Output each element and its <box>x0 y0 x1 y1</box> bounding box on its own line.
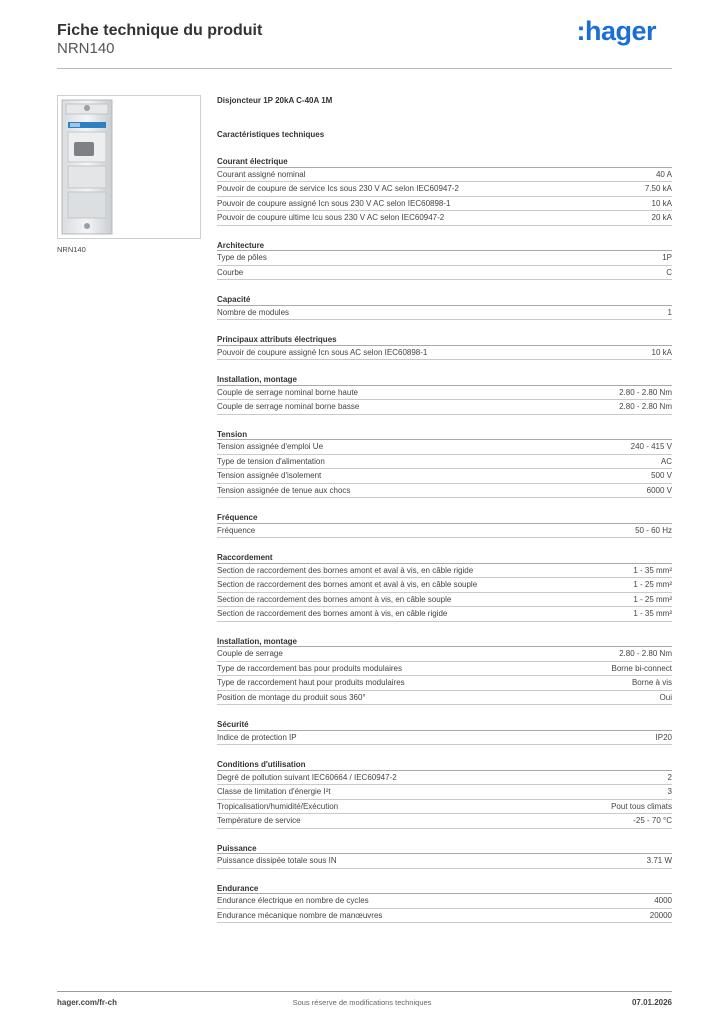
spec-value: 2 <box>667 772 672 782</box>
spec-section <box>217 156 672 226</box>
spec-value: 6000 V <box>646 485 672 495</box>
spec-row <box>217 386 672 401</box>
spec-section <box>217 334 672 360</box>
spec-value: Oui <box>659 692 672 702</box>
product-image <box>57 95 201 239</box>
spec-label: Position de montage du produit sous 360° <box>217 692 366 702</box>
spec-row <box>217 469 672 484</box>
spec-value: -25 - 70 °C <box>633 816 672 825</box>
spec-value: Pout tous climats <box>611 801 672 811</box>
spec-row <box>217 593 672 608</box>
footer-website-link[interactable]: hager.com/fr-ch <box>57 998 118 1007</box>
spec-value: 1 - 25 mm² <box>633 594 672 604</box>
spec-value: Borne bi-connect <box>611 663 672 673</box>
section-heading: Architecture <box>217 240 672 252</box>
spec-value: AC <box>660 456 672 466</box>
spec-row <box>217 182 672 197</box>
spec-value: 2.80 - 2.80 Nm <box>619 402 672 411</box>
spec-value: 1 - 35 mm² <box>633 609 672 618</box>
spec-value: Borne à vis <box>631 678 672 687</box>
spec-label: Degré de pollution suivant IEC60664 / IEC60947-2 <box>217 772 397 782</box>
spec-value: C <box>666 267 672 277</box>
section-heading: Installation, montage <box>217 636 672 648</box>
section-heading: Puissance <box>217 843 672 855</box>
spec-label: Courbe <box>217 267 244 277</box>
spec-row <box>217 251 672 266</box>
spec-section <box>217 240 672 281</box>
spec-row <box>217 400 672 415</box>
spec-value: 3 <box>667 787 672 796</box>
spec-value: 10 kA <box>651 198 672 208</box>
spec-value: 4000 <box>654 896 672 905</box>
spec-label: Pouvoir de coupure assigné Icn sous 230 V AC selon IEC60898-1 <box>217 198 451 208</box>
spec-value: 240 - 415 V <box>630 442 672 451</box>
spec-row <box>217 785 672 800</box>
spec-label: Type de tension d'alimentation <box>217 456 325 466</box>
section-heading: Fréquence <box>217 512 672 524</box>
section-heading: Conditions d'utilisation <box>217 759 672 771</box>
spec-row <box>217 455 672 470</box>
section-heading: Principaux attributs électriques <box>217 334 672 346</box>
spec-label: Tension assignée d'emploi Ue <box>217 442 324 451</box>
spec-section <box>217 374 672 415</box>
section-heading: Capacité <box>217 294 672 306</box>
page-title: Fiche technique du produit <box>57 22 263 39</box>
spec-value: 2.80 - 2.80 Nm <box>619 649 672 658</box>
spec-section <box>217 552 672 622</box>
spec-label: Type de raccordement haut pour produits modulaires <box>217 678 405 687</box>
spec-label: Tension assignée d'isolement <box>217 471 322 480</box>
spec-section <box>217 429 672 499</box>
spec-label: Type de pôles <box>217 253 267 262</box>
spec-label: Pouvoir de coupure assigné Icn sous AC selon IEC60898-1 <box>217 347 428 357</box>
spec-section <box>217 294 672 320</box>
spec-value: 1 - 35 mm² <box>633 565 672 575</box>
spec-label: Section de raccordement des bornes amont à vis, en câble souple <box>217 594 452 604</box>
spec-value: 1P <box>662 253 672 262</box>
spec-value: 500 V <box>651 471 672 480</box>
spec-value: IP20 <box>655 732 672 742</box>
spec-label: Couple de serrage nominal borne haute <box>217 387 358 397</box>
spec-label: Couple de serrage <box>217 649 283 658</box>
spec-label: Nombre de modules <box>217 307 290 317</box>
spec-label: Couple de serrage nominal borne basse <box>217 402 360 411</box>
spec-row <box>217 676 672 691</box>
spec-sections <box>217 156 672 923</box>
spec-label: Indice de protection IP <box>217 732 297 742</box>
spec-label: Endurance électrique en nombre de cycles <box>217 896 369 905</box>
spec-row <box>217 524 672 539</box>
spec-row <box>217 168 672 183</box>
spec-section <box>217 843 672 869</box>
footer-notice: Sous réserve de modifications techniques <box>292 998 432 1007</box>
hager-logo: :hager <box>576 16 656 46</box>
spec-value: 20000 <box>649 910 672 920</box>
spec-label: Tropicalisation/humidité/Exécution <box>217 801 339 811</box>
section-heading: Installation, montage <box>217 374 672 386</box>
spec-label: Section de raccordement des bornes amont et aval à vis, en câble rigide <box>217 565 474 575</box>
spec-label: Pouvoir de coupure de service Ics sous 230 V AC selon IEC60947-2 <box>217 184 459 193</box>
spec-label: Tension assignée de tenue aux chocs <box>217 485 351 495</box>
footer-divider <box>57 991 672 992</box>
spec-label: Section de raccordement des bornes amont et aval à vis, en câble souple <box>217 580 478 589</box>
spec-row <box>217 647 672 662</box>
spec-value: 40 A <box>655 169 672 179</box>
section-heading: Raccordement <box>217 552 672 564</box>
section-heading: Tension <box>217 429 672 441</box>
section-heading: Courant électrique <box>217 156 672 168</box>
product-title: Disjoncteur 1P 20kA C-40A 1M <box>217 96 333 105</box>
spec-content <box>217 96 672 923</box>
spec-row <box>217 346 672 361</box>
spec-row <box>217 731 672 746</box>
spec-row <box>217 607 672 622</box>
image-caption: NRN140 <box>57 245 86 254</box>
spec-row <box>217 578 672 593</box>
spec-value: 3.71 W <box>646 856 672 865</box>
spec-value: 20 kA <box>651 213 672 222</box>
spec-section <box>217 636 672 706</box>
section-heading: Sécurité <box>217 719 672 731</box>
spec-row <box>217 564 672 579</box>
section-heading: Endurance <box>217 883 672 895</box>
footer-date: 07.01.2026 <box>631 998 672 1007</box>
spec-row <box>217 800 672 815</box>
spec-label: Courant assigné nominal <box>217 169 306 179</box>
spec-value: 1 <box>667 307 672 317</box>
product-reference: NRN140 <box>57 40 115 57</box>
spec-row <box>217 894 672 909</box>
spec-row <box>217 814 672 829</box>
spec-value: 1 - 25 mm² <box>633 580 672 589</box>
spec-section <box>217 759 672 829</box>
specs-heading: Caractéristiques techniques <box>217 130 325 139</box>
spec-row <box>217 306 672 321</box>
spec-row <box>217 662 672 677</box>
spec-row <box>217 266 672 281</box>
spec-section <box>217 719 672 745</box>
spec-section <box>217 883 672 924</box>
header-divider <box>57 68 672 69</box>
spec-value: 10 kA <box>651 347 672 357</box>
spec-value: 7.50 kA <box>644 184 672 193</box>
spec-label: Fréquence <box>217 525 256 535</box>
spec-value: 2.80 - 2.80 Nm <box>619 387 672 397</box>
spec-row <box>217 211 672 226</box>
spec-row <box>217 854 672 869</box>
spec-row <box>217 909 672 924</box>
spec-row <box>217 440 672 455</box>
spec-label: Endurance mécanique nombre de manœuvres <box>217 910 383 920</box>
spec-value: 50 - 60 Hz <box>635 525 672 535</box>
spec-label: Pouvoir de coupure ultime Icu sous 230 V AC selon IEC60947-2 <box>217 213 445 222</box>
spec-label: Puissance dissipée totale sous IN <box>217 856 337 865</box>
spec-label: Type de raccordement bas pour produits modulaires <box>217 663 402 673</box>
spec-section <box>217 512 672 538</box>
spec-row <box>217 691 672 706</box>
spec-row <box>217 771 672 786</box>
spec-label: Température de service <box>217 816 301 825</box>
spec-row <box>217 197 672 212</box>
spec-label: Classe de limitation d'énergie I²t <box>217 787 331 796</box>
spec-row <box>217 484 672 499</box>
spec-label: Section de raccordement des bornes amont à vis, en câble rigide <box>217 609 448 618</box>
circuit-breaker-illustration <box>58 96 200 238</box>
